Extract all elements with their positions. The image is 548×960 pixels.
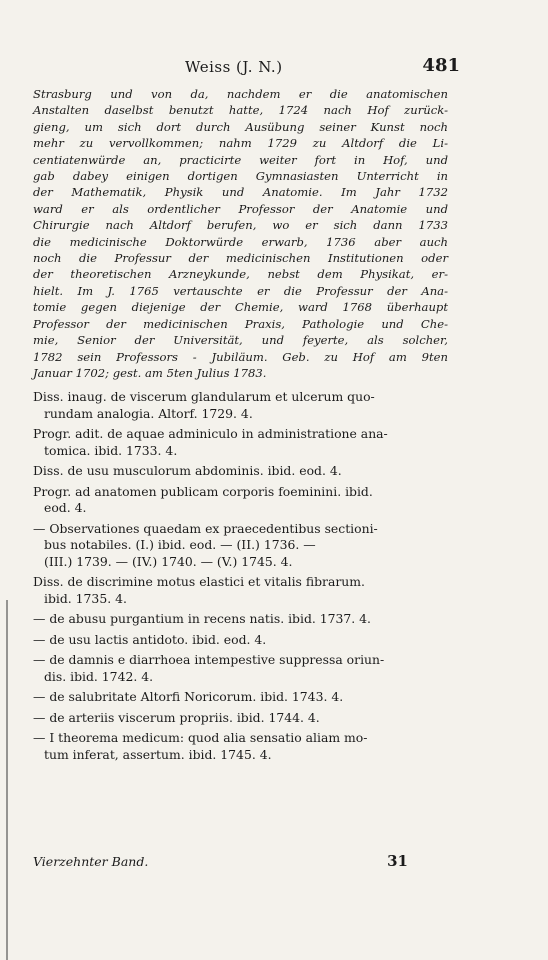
entry-line: Progr. adit. de aquae adminiculo in administratione ana- bbox=[33, 426, 388, 442]
bio-line: der Mathematik, Physik und Anatomie. Im Jahr 1732 bbox=[33, 185, 448, 200]
page-edge-shadow bbox=[6, 600, 8, 960]
bio-line: noch die Professur der medicinischen Institutionen oder bbox=[33, 251, 448, 266]
bio-line: hielt. Im J. 1765 vertauschte er die Professur der Ana- bbox=[33, 283, 448, 298]
bibliography-entry bbox=[33, 730, 448, 763]
bio-line: Januar 1702; gest. am 5ten Julius 1783. bbox=[33, 365, 267, 380]
bio-line: mie, Senior der Universität, und feyerte, als solcher, bbox=[33, 333, 448, 348]
entry-line: — de abusu purgantium in recens natis. ibid. 1737. 4. bbox=[33, 611, 371, 627]
bibliography-entry bbox=[33, 652, 448, 685]
entry-line: — de damnis e diarrhoea intempestive suppressa oriun- bbox=[33, 652, 385, 668]
page-number: 481 bbox=[422, 55, 460, 76]
bio-line: Anstalten daselbst benutzt hatte, 1724 nach Hof zurück- bbox=[33, 103, 448, 118]
biography-paragraph bbox=[33, 86, 448, 381]
entry-line: Progr. ad anatomen publicam corporis foeminini. ibid. bbox=[33, 483, 373, 499]
bibliography-entry bbox=[33, 426, 448, 459]
volume-label: Vierzehnter Band. bbox=[33, 854, 149, 869]
signature-mark: 31 bbox=[387, 852, 408, 870]
bio-line: centiatenwürde an, practicirte weiter fort in Hof, und bbox=[33, 152, 448, 167]
entry-line: — de arteriis viscerum propriis. ibid. 1744. 4. bbox=[33, 709, 320, 725]
running-title: Weiss (J. N.) bbox=[185, 58, 283, 76]
bibliography-entry bbox=[33, 484, 448, 517]
entry-line: (III.) 1739. — (IV.) 1740. — (V.) 1745. 4. bbox=[44, 553, 293, 569]
entry-line: ibid. 1735. 4. bbox=[44, 590, 127, 606]
bio-line: gieng, um sich dort durch Ausübung seiner Kunst noch bbox=[33, 119, 448, 134]
entry-line: Diss. de usu musculorum abdominis. ibid. eod. 4. bbox=[33, 463, 342, 479]
bibliography-entry bbox=[33, 611, 448, 628]
page-body bbox=[33, 86, 448, 767]
bio-line: mehr zu vervollkommen; nahm 1729 zu Altdorf die Li- bbox=[33, 136, 448, 151]
bibliography-entry bbox=[33, 521, 448, 571]
bibliography-list bbox=[33, 389, 448, 763]
entry-line: — de usu lactis antidoto. ibid. eod. 4. bbox=[33, 631, 267, 647]
bibliography-entry bbox=[33, 574, 448, 607]
entry-line: — de salubritate Altorfi Noricorum. ibid. 1743. 4. bbox=[33, 689, 344, 705]
bio-line: Professor der medicinischen Praxis, Pathologie und Che- bbox=[33, 316, 448, 331]
bio-line: Strasburg und von da, nachdem er die anatomischen bbox=[33, 87, 448, 101]
bibliography-entry bbox=[33, 463, 448, 480]
bibliography-entry bbox=[33, 710, 448, 727]
bibliography-entry bbox=[33, 389, 448, 422]
entry-line: rundam analogia. Altorf. 1729. 4. bbox=[44, 405, 253, 421]
bio-line: der theoretischen Arzneykunde, nebst dem Physikat, er- bbox=[33, 267, 448, 282]
bibliography-entry bbox=[33, 632, 448, 649]
bio-line: tomie gegen diejenige der Chemie, ward 1768 überhaupt bbox=[33, 300, 448, 315]
page-footer bbox=[33, 852, 448, 874]
bio-line: 1782 sein Professors - Jubiläum. Geb. zu Hof am 9ten bbox=[33, 349, 448, 364]
entry-line: Diss. inaug. de viscerum glandularum et ulcerum quo- bbox=[33, 389, 375, 405]
bio-line: die medicinische Doktorwürde erwarb, 1736 aber auch bbox=[33, 234, 448, 249]
bibliography-entry bbox=[33, 689, 448, 706]
entry-line: — Observationes quaedam ex praecedentibus sectioni- bbox=[33, 520, 378, 536]
bio-line: ward er als ordentlicher Professor der Anatomie und bbox=[33, 201, 448, 216]
entry-line: Diss. de discrimine motus elastici et vitalis fibrarum. bbox=[33, 574, 365, 590]
entry-line: tomica. ibid. 1733. 4. bbox=[44, 442, 178, 458]
entry-line: dis. ibid. 1742. 4. bbox=[44, 668, 154, 684]
bio-line: Chirurgie nach Altdorf berufen, wo er sich dann 1733 bbox=[33, 218, 448, 233]
bio-line: gab dabey einigen dortigen Gymnasiasten Unterricht in bbox=[33, 169, 448, 184]
entry-line: eod. 4. bbox=[44, 500, 87, 516]
running-header bbox=[30, 55, 460, 80]
entry-line: bus notabiles. (I.) ibid. eod. — (II.) 1736. — bbox=[44, 537, 316, 553]
entry-line: tum inferat, assertum. ibid. 1745. 4. bbox=[44, 746, 272, 762]
entry-line: — I theorema medicum: quod alia sensatio aliam mo- bbox=[33, 730, 368, 746]
